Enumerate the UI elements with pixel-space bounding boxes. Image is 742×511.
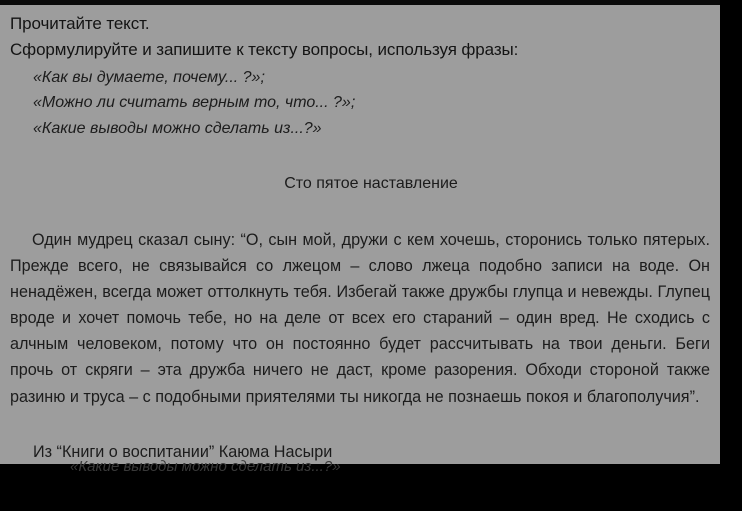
phrase-true: «Можно ли считать верным то, что... ?»; (33, 94, 356, 111)
instruction-questions: Сформулируйте и запишите к тексту вопросы, используя фразы: (10, 40, 519, 59)
overflow-text-fragment (70, 458, 341, 475)
overflow-text-fragment-label: «Какие выводы можно сделать из...?» (70, 458, 341, 475)
phrase-why: «Как вы думаете, почему... ?»; (33, 69, 265, 86)
phrase-conclusions: «Какие выводы можно сделать из...?» (33, 120, 322, 137)
instruction-read: Прочитайте текст. (10, 14, 150, 33)
text-title: Сто пятое наставление (284, 175, 458, 192)
document-page (0, 5, 720, 475)
text-body: Один мудрец сказал сыну: “О, сын мой, дружи с кем хочешь, сторонись только пятерых. Прежде всего, не связывайся со лжецом – слово лжеца подобно записи на воде. Он ненадёжен, всегда может оттолкнуть тебя. Избегай также дружбы глупца и невежды. Глупец вроде и хочет помочь тебе, но на деле от всех его стараний – один вред. Не сходись с алчным человеком, потому что он постоянно будет рассчитывать на твои деньги. Беги прочь от скряги – эта дружба ничего не даст, кроме разорения. Обходи стороной также разиню и труса – с подобными приятелями ты никогда не познаешь покоя и благополучия”. (10, 231, 710, 406)
text-source: Из “Книги о воспитании” Каюма Насыри (33, 443, 333, 461)
